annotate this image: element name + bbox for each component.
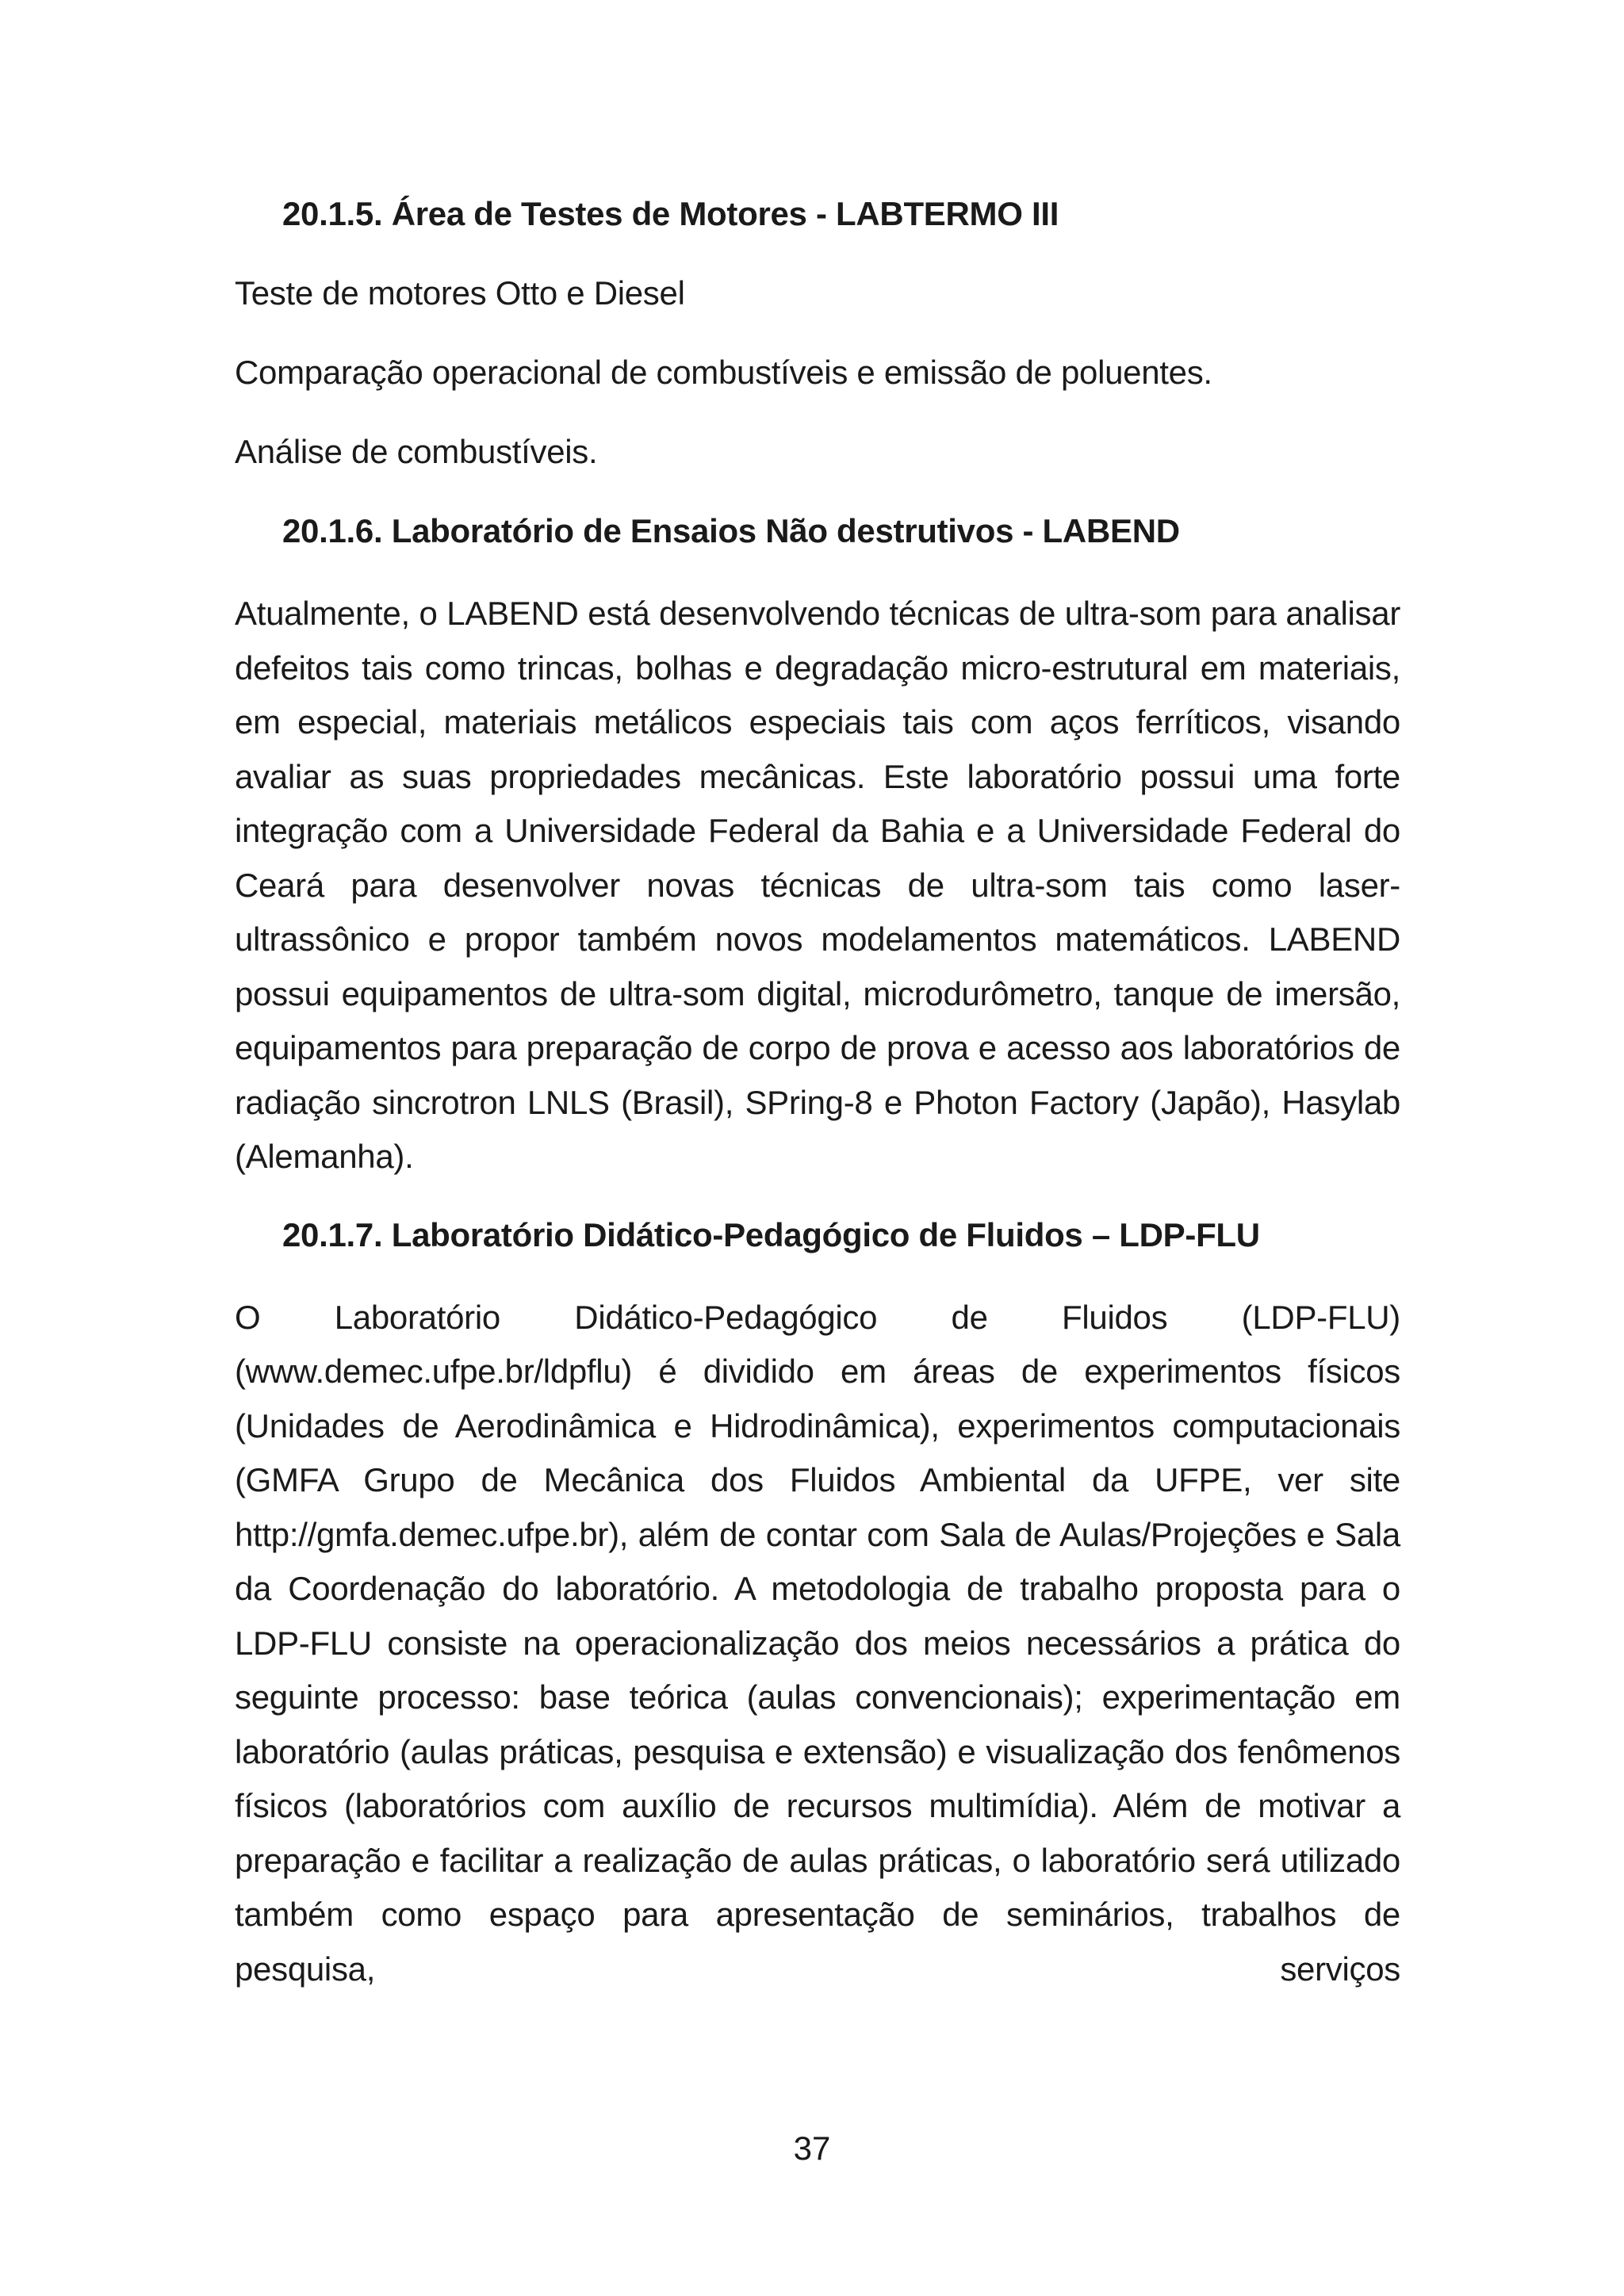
- ldp-flu-paragraph: O Laboratório Didático-Pedagógico de Fluidos (LDP-FLU) (www.demec.ufpe.br/ldpflu) é dividido em áreas de experimentos físicos (Unidades de Aerodinâmica e Hidrodinâmica), experimentos computacionais (GMFA Grupo de Mecânica dos Fluidos Ambiental da UFPE, ver site http://gmfa.demec.ufpe.br), além de contar com Sala de Aulas/Projeções e Sala da Coordenação do laboratório. A metodologia de trabalho proposta para o LDP-FLU consiste na operacionalização dos meios necessários a prática do seguinte processo: base teórica (aulas convencionais); experimentação em laboratório (aulas práticas, pesquisa e extensão) e visualização dos fenômenos físicos (laboratórios com auxílio de recursos multimídia). Além de motivar a preparação e facilitar a realização de aulas práticas, o laboratório será utilizado também como espaço para apresentação de seminários, trabalhos de pesquisa, serviços: [235, 1298, 1400, 1988]
- labtermo-line-3: Análise de combustíveis.: [235, 433, 598, 470]
- labtermo-line-2: Comparação operacional de combustíveis e emissão de poluentes.: [235, 354, 1212, 391]
- page-number: 37: [793, 2130, 831, 2167]
- section-heading-labtermo: 20.1.5. Área de Testes de Motores - LABTERMO III: [282, 195, 1059, 232]
- section-heading-ldp-flu: 20.1.7. Laboratório Didático-Pedagógico de Fluidos – LDP-FLU: [282, 1215, 1260, 1253]
- labtermo-line-1: Teste de motores Otto e Diesel: [235, 274, 685, 312]
- section-heading-labend: 20.1.6. Laboratório de Ensaios Não destrutivos - LABEND: [282, 512, 1180, 549]
- labend-paragraph: Atualmente, o LABEND está desenvolvendo técnicas de ultra-som para analisar defeitos tais como trincas, bolhas e degradação micro-estrutural em materiais, em especial, materiais metálicos especiais tais com aços ferríticos, visando avaliar as suas propriedades mecânicas. Este laboratório possui uma forte integração com a Universidade Federal da Bahia e a Universidade Federal do Ceará para desenvolver novas técnicas de ultra-som tais como laser-ultrassônico e propor também novos modelamentos matemáticos. LABEND possui equipamentos de ultra-som digital, microdurômetro, tanque de imersão, equipamentos para preparação de corpo de prova e acesso aos laboratórios de radiação sincrotron LNLS (Brasil), SPring-8 e Photon Factory (Japão), Hasylab (Alemanha).: [235, 595, 1400, 1175]
- document-page: [235, 190, 1400, 2023]
